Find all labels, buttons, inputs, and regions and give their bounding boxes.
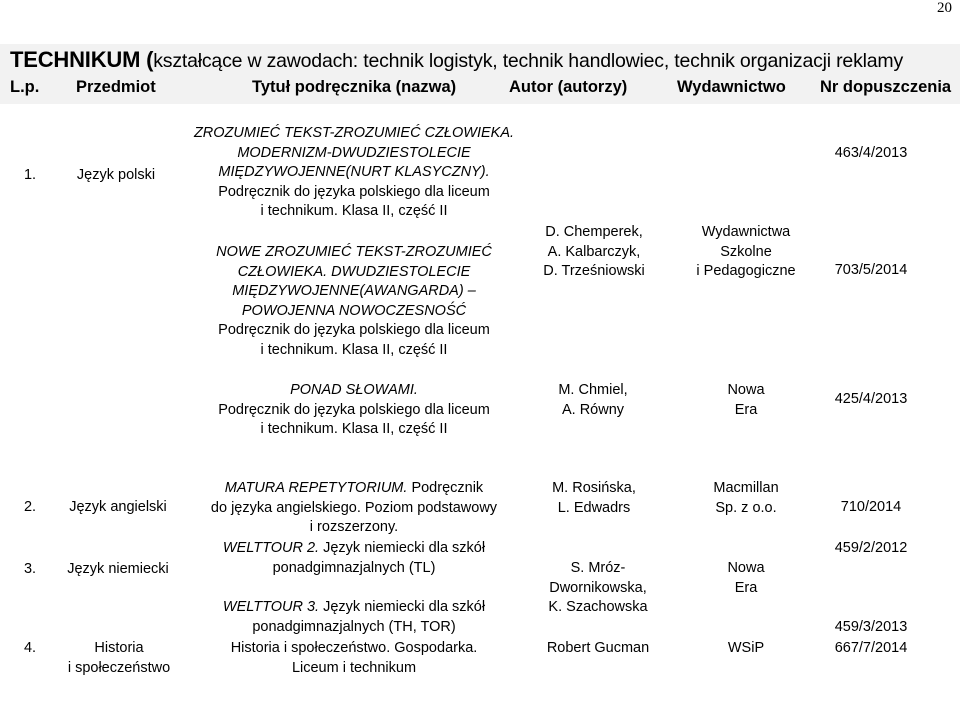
row2-lp: 2.	[23, 499, 37, 515]
header-author: Autor (autorzy)	[509, 78, 628, 96]
row1-book2-line: MIĘDZYWOJENNE(AWANGARDA) –	[232, 283, 476, 299]
publisher-line: Era	[734, 401, 758, 418]
header-title: Tytuł podręcznika (nazwa)	[252, 78, 457, 96]
row3-approval-2: 459/3/2013	[834, 619, 908, 635]
author-line: K. Szachowska	[548, 599, 648, 615]
row1-publisher	[696, 223, 795, 282]
publisher-line: Macmillan	[713, 480, 779, 496]
row1-authors	[543, 223, 645, 282]
row3-book2	[223, 598, 485, 637]
row4-book-line: Historia i społeczeństwo. Gospodarka.	[230, 640, 478, 656]
title-main: TECHNIKUM (	[10, 47, 154, 72]
row2-book-italic: MATURA REPETYTORIUM.	[224, 480, 408, 496]
row3-book2-italic: WELTTOUR 3.	[222, 599, 320, 615]
row1b-book	[218, 381, 490, 440]
row1-book1	[194, 124, 514, 222]
publisher-line: i Pedagogiczne	[696, 263, 796, 279]
row4-book	[231, 639, 478, 678]
row1-book2-line: i technikum. Klasa II, część II	[260, 341, 448, 358]
title-rest: kształcące w zawodach: technik logistyk, technik handlowiec, technik organizacji reklamy	[153, 50, 903, 72]
header-approval: Nr dopuszczenia	[820, 78, 952, 96]
row1b-publisher	[727, 381, 764, 420]
row2-book-line: i rozszerzony.	[309, 519, 399, 535]
row3-authors	[548, 559, 647, 618]
row3-book1-italic: WELTTOUR 2.	[222, 540, 320, 556]
row1-book2-line: NOWE ZROZUMIEĆ TEKST-ZROZUMIEĆ	[216, 244, 492, 260]
row1-book1-line: Podręcznik do języka polskiego dla liceum	[218, 183, 490, 200]
row4-publisher: WSiP	[727, 640, 765, 656]
author-line: L. Edwadrs	[557, 499, 631, 516]
row2-book-tail: Podręcznik	[407, 480, 484, 496]
row1b-book-line: i technikum. Klasa II, część II	[260, 421, 448, 437]
publisher-line: Sp. z o.o.	[715, 499, 777, 516]
row3-publisher	[727, 559, 764, 598]
author-line: M. Chmiel,	[558, 382, 628, 398]
subject-line: i społeczeństwo	[67, 659, 171, 676]
author-line: D. Chemperek,	[545, 224, 643, 240]
row3-lp: 3.	[23, 561, 37, 577]
row3-book2-tail: Język niemiecki dla szkół	[319, 599, 486, 615]
row2-book-line	[211, 479, 497, 499]
row1-book2-line: CZŁOWIEKA. DWUDZIESTOLECIE	[237, 263, 471, 280]
publisher-line: Era	[734, 579, 758, 596]
row3-book1-line: ponadgimnazjalnych (TL)	[272, 559, 436, 576]
row4-lp: 4.	[23, 640, 37, 656]
page-number: 20	[937, 0, 952, 16]
row1b-book-line: PONAD SŁOWAMI.	[290, 382, 418, 398]
row3-book2-line	[223, 598, 485, 618]
row3-book1-line	[223, 539, 485, 559]
row4-approval: 667/7/2014	[834, 640, 908, 656]
row1-book2	[216, 243, 492, 360]
row2-book-line: do języka angielskiego. Poziom podstawowy	[210, 499, 498, 516]
author-line: A. Równy	[561, 401, 625, 418]
row2-book	[211, 479, 497, 538]
row1b-book-line: Podręcznik do języka polskiego dla liceum	[218, 401, 490, 418]
header-lp: L.p.	[10, 78, 40, 96]
row3-book1-tail: Język niemiecki dla szkół	[319, 540, 486, 556]
row1-book1-line: i technikum. Klasa II, część II	[260, 203, 448, 219]
row2-authors	[552, 479, 636, 518]
author-line: A. Kalbarczyk,	[547, 243, 641, 260]
row1-approval-1: 463/4/2013	[834, 145, 908, 161]
row4-book-line: Liceum i technikum	[291, 659, 417, 676]
author-line: Dwornikowska,	[549, 579, 647, 596]
author-line: M. Rosińska,	[552, 480, 636, 496]
row1b-authors	[558, 381, 627, 420]
row1-book2-line: Podręcznik do języka polskiego dla liceum	[218, 322, 490, 338]
row1b-approval: 425/4/2013	[834, 391, 908, 407]
row1-lp: 1.	[23, 167, 37, 183]
row2-approval: 710/2014	[840, 499, 902, 515]
row1-subject: Język polski	[76, 167, 156, 183]
row4-authors: Robert Gucman	[546, 640, 650, 656]
row3-approval-1: 459/2/2012	[834, 540, 908, 556]
row3-book1	[223, 539, 485, 578]
author-line: D. Trześniowski	[543, 263, 645, 279]
row1-book2-line: POWOJENNA NOWOCZESNOŚĆ	[241, 302, 467, 319]
row1-book1-line: ZROZUMIEĆ TEKST-ZROZUMIEĆ CZŁOWIEKA.	[193, 125, 515, 141]
publisher-line: Nowa	[727, 382, 765, 398]
page-title	[10, 47, 903, 73]
row1-approval-2: 703/5/2014	[834, 262, 908, 278]
subject-line: Historia	[94, 640, 144, 656]
author-line: S. Mróz-	[570, 560, 626, 576]
publisher-line: Szkolne	[720, 243, 772, 260]
row3-subject: Język niemiecki	[67, 561, 169, 577]
row4-subject	[68, 639, 170, 678]
row1-book1-line: MODERNIZM-DWUDZIESTOLECIE	[237, 144, 471, 161]
publisher-line: Wydawnictwa	[701, 224, 791, 240]
publisher-line: Nowa	[727, 560, 765, 576]
row3-book2-line: ponadgimnazjalnych (TH, TOR)	[252, 618, 456, 635]
row2-publisher	[713, 479, 778, 518]
row2-subject: Język angielski	[69, 499, 167, 515]
header-subject: Przedmiot	[76, 78, 156, 96]
row1-book1-line: MIĘDZYWOJENNE(NURT KLASYCZNY).	[218, 164, 490, 180]
header-publisher: Wydawnictwo	[677, 78, 786, 96]
